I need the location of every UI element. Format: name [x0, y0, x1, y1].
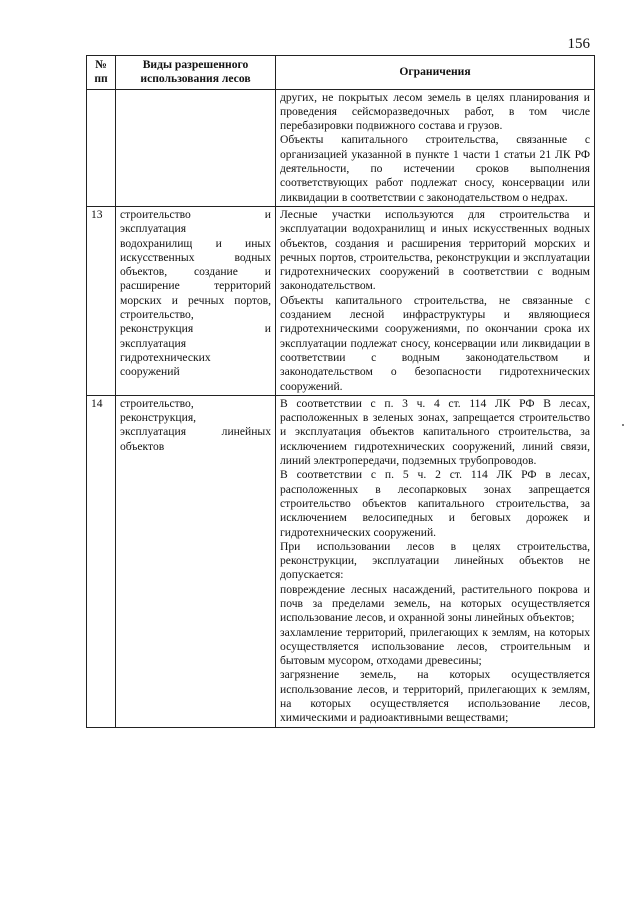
- restrictions-cell: [276, 206, 595, 395]
- restriction-paragraph: При использовании лесов в целях строительства, реконструкции, эксплуатации линейных объектов не допускается:: [280, 539, 590, 582]
- restriction-paragraph: загрязнение земель, на которых осуществляется использование лесов, и территорий, прилегающих к землям, на которых осуществляется использование лесов, химическими и радиоактивными веществами;: [280, 668, 590, 725]
- table-row: [87, 395, 595, 727]
- usage-type-line: сооружений: [120, 365, 180, 379]
- usage-type-line: строительство,: [120, 396, 194, 410]
- header-usage-type: Виды разрешенного использования лесов: [116, 56, 276, 90]
- row-number: [87, 89, 116, 206]
- usage-type-cell: [116, 206, 276, 395]
- restriction-paragraph: Объекты капитального строительства, не связанные с созданием лесной инфраструктуры и являющиеся гидротехническими сооружениями, по окончании срока их эксплуатации подлежат сносу, консервации или ликвидации в соответствии с водным законодательством и законодательством о безопасности гидротехнических сооружений.: [280, 293, 590, 393]
- usage-type-line: реконструкция и: [120, 322, 271, 336]
- usage-type-cell: [116, 89, 276, 206]
- restrictions-cell: [276, 89, 595, 206]
- usage-type-line: искусственных водных: [120, 250, 271, 264]
- usage-type-line: эксплуатация линейных: [120, 425, 271, 439]
- usage-type-line: гидротехнических: [120, 350, 211, 364]
- usage-type-line: строительство и: [120, 207, 271, 221]
- restrictions-cell: [276, 395, 595, 727]
- restriction-paragraph: В соответствии с п. 5 ч. 2 ст. 114 ЛК РФ в лесах, расположенных в лесопарковых зонах запрещается строительство объектов капитального строительства, за исключением велосипедных и беговых дорожек и гидротехнических сооружений.: [280, 468, 590, 539]
- usage-type-line: морских и речных портов,: [120, 293, 271, 307]
- usage-type-line: реконструкция,: [120, 411, 197, 425]
- usage-type-line: эксплуатация: [120, 336, 187, 350]
- usage-type-line: расширение территорий: [120, 279, 271, 293]
- header-restrictions: Ограничения: [276, 56, 595, 90]
- usage-type-line: объектов: [120, 439, 165, 453]
- row-number: 14: [87, 395, 116, 727]
- restriction-paragraph: повреждение лесных насаждений, растительного покрова и почв за пределами земель, на которых осуществляется использование лесов, и охранной зоны линейных объектов;: [280, 582, 590, 625]
- usage-type-line: водохранилищ и иных: [120, 236, 271, 250]
- table-row: [87, 206, 595, 395]
- usage-type-line: объектов, создание и: [120, 265, 271, 279]
- table-header-row: [87, 56, 595, 90]
- table-row: [87, 89, 595, 206]
- row-number: 13: [87, 206, 116, 395]
- header-number: № пп: [87, 56, 116, 90]
- restriction-paragraph: Лесные участки используются для строительства и эксплуатации водохранилищ и иных искусственных водных объектов, создания и расширения территорий морских и речных портов, строительства, реконструкции и эксплуатации гидротехнических сооружений в соответствии с водным законодательством.: [280, 207, 590, 293]
- scan-speck: [622, 424, 624, 426]
- restriction-paragraph: других, не покрытых лесом земель в целях планирования и проведения сейсморазведочных работ, в том числе перебазировки подвижного состава и грузов.: [280, 90, 590, 133]
- restriction-paragraph: Объекты капитального строительства, связанные с организацией указанной в пункте 1 части 1 статьи 21 ЛК РФ деятельности, по истечении сроков выполнения соответствующих работ подлежат сносу, консервации или ликвидации в соответствии с законодательством о недрах.: [280, 133, 590, 204]
- restriction-paragraph: В соответствии с п. 3 ч. 4 ст. 114 ЛК РФ В лесах, расположенных в зеленых зонах, запрещается строительство и эксплуатация объектов капитального строительства, за исключением гидротехнических сооружений, линий связи, линий электропередачи, подземных трубопроводов.: [280, 396, 590, 468]
- page-number: 156: [567, 36, 590, 52]
- table-body: [87, 89, 595, 727]
- restrictions-table: [86, 55, 595, 728]
- restriction-paragraph: захламление территорий, прилегающих к землям, на которых осуществляется использование лесов, строительным и бытовым мусором, отходами древесины;: [280, 625, 590, 668]
- usage-type-line: эксплуатация: [120, 222, 187, 236]
- usage-type-line: строительство,: [120, 308, 194, 322]
- usage-type-cell: [116, 395, 276, 727]
